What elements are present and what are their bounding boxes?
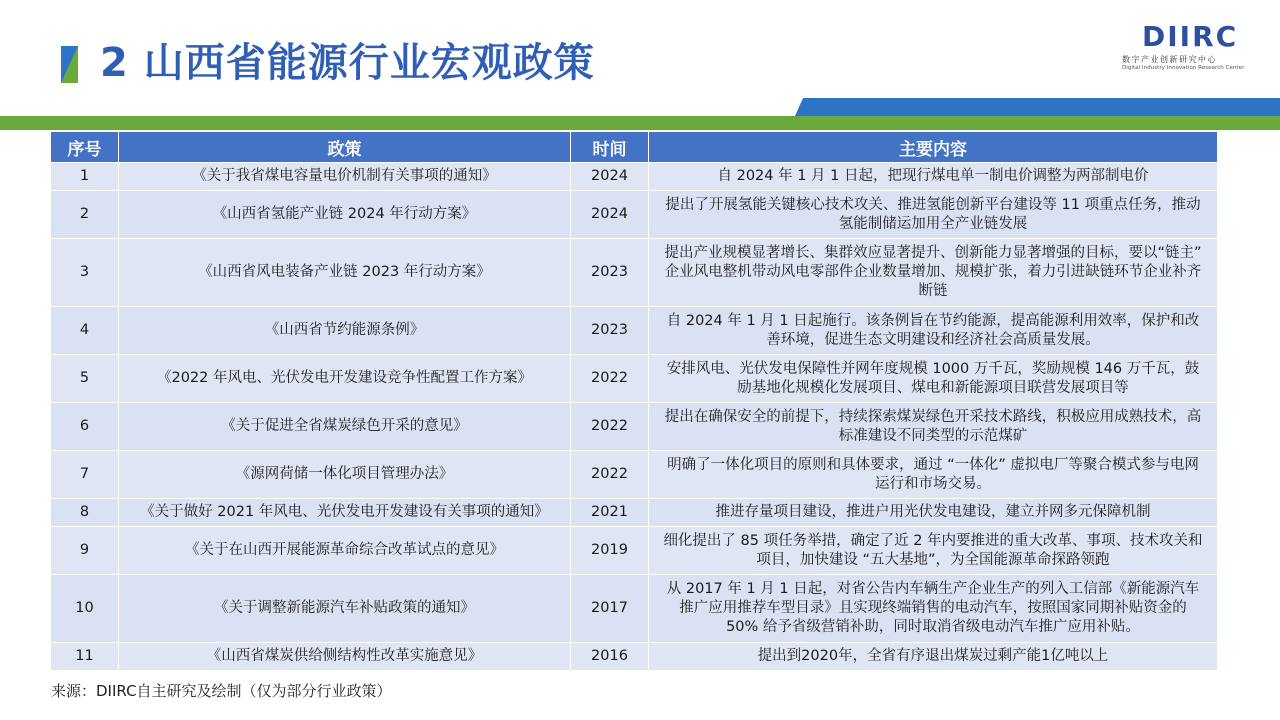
table-row [51, 451, 1218, 499]
policy-content: 提出了开展氢能关键核心技术攻关、推进氢能创新平台建设等 11 项重点任务，推动氢能制储运加用全产业链发展 [649, 191, 1218, 239]
table-row [51, 499, 1218, 527]
row-number: 3 [51, 239, 119, 307]
page-title: 2 山西省能源行业宏观政策 [100, 40, 595, 86]
policy-name: 《山西省煤炭供给侧结构性改革实施意见》 [119, 643, 571, 671]
column-header-content: 主要内容 [649, 132, 1218, 163]
policy-name: 《2022 年风电、光伏发电开发建设竞争性配置工作方案》 [119, 355, 571, 403]
policy-content: 自 2024 年 1 月 1 日起施行。该条例旨在节约能源，提高能源利用效率，保护和改善环境，促进生态文明建设和经济社会高质量发展。 [649, 307, 1218, 355]
row-number: 8 [51, 499, 119, 527]
column-header-policy: 政策 [119, 132, 571, 163]
policy-year: 2021 [571, 499, 649, 527]
diirc-logo [1122, 20, 1248, 76]
row-number: 1 [51, 163, 119, 191]
policy-year: 2016 [571, 643, 649, 671]
source-note: 来源：DIIRC自主研究及绘制（仅为部分行业政策） [51, 682, 392, 700]
policy-year: 2023 [571, 307, 649, 355]
row-number: 6 [51, 403, 119, 451]
policy-content: 推进存量项目建设，推进户用光伏发电建设，建立并网多元保障机制 [649, 499, 1218, 527]
policy-year: 2024 [571, 191, 649, 239]
policy-name: 《关于我省煤电容量电价机制有关事项的通知》 [119, 163, 571, 191]
policy-name: 《关于促进全省煤炭绿色开采的意见》 [119, 403, 571, 451]
policy-name: 《关于在山西开展能源革命综合改革试点的意见》 [119, 527, 571, 575]
column-header-year: 时间 [571, 132, 649, 163]
policy-content: 从 2017 年 1 月 1 日起，对省公告内车辆生产企业生产的列入工信部《新能源汽车推广应用推荐车型目录》且实现终端销售的电动汽车，按照国家同期补贴资金的 50% 给予省级营销补助，同时取消省级电动汽车推广应用补贴。 [649, 575, 1218, 643]
policy-year: 2022 [571, 403, 649, 451]
policy-table [50, 131, 1217, 671]
row-number: 9 [51, 527, 119, 575]
policy-year: 2019 [571, 527, 649, 575]
policy-name: 《山西省节约能源条例》 [119, 307, 571, 355]
policy-name: 《山西省风电装备产业链 2023 年行动方案》 [119, 239, 571, 307]
policy-content: 细化提出了 85 项任务举措，确定了近 2 年内要推进的重大改革、事项、技术攻关和项目，加快建设 “五大基地”，为全国能源革命探路领跑 [649, 527, 1218, 575]
title-accent-icon [61, 46, 78, 83]
policy-content: 提出在确保安全的前提下，持续探索煤炭绿色开采技术路线，积极应用成熟技术，高标准建设不同类型的示范煤矿 [649, 403, 1218, 451]
row-number: 10 [51, 575, 119, 643]
policy-content: 提出产业规模显著增长、集群效应显著提升、创新能力显著增强的目标，要以“链主” 企业风电整机带动风电零部件企业数量增加、规模扩张，着力引进缺链环节企业补齐断链 [649, 239, 1218, 307]
column-header-no: 序号 [51, 132, 119, 163]
logo-en-text: Digital Industry Innovation Research Center [1122, 65, 1245, 71]
table-header-row [51, 132, 1218, 163]
logo-cn-text: 数字产业创新研究中心 [1122, 55, 1217, 64]
policy-year: 2022 [571, 355, 649, 403]
table-row [51, 575, 1218, 643]
table-row [51, 163, 1218, 191]
policy-name: 《关于调整新能源汽车补贴政策的通知》 [119, 575, 571, 643]
table-row [51, 527, 1218, 575]
row-number: 11 [51, 643, 119, 671]
row-number: 4 [51, 307, 119, 355]
row-number: 2 [51, 191, 119, 239]
table-row [51, 239, 1218, 307]
policy-year: 2022 [571, 451, 649, 499]
policy-name: 《山西省氢能产业链 2024 年行动方案》 [119, 191, 571, 239]
table-row [51, 643, 1218, 671]
table-row [51, 191, 1218, 239]
policy-content: 安排风电、光伏发电保障性并网年度规模 1000 万千瓦，奖励规模 146 万千瓦，鼓励基地化规模化发展项目、煤电和新能源项目联营发展项目等 [649, 355, 1218, 403]
row-number: 5 [51, 355, 119, 403]
policy-content: 自 2024 年 1 月 1 日起，把现行煤电单一制电价调整为两部制电价 [649, 163, 1218, 191]
policy-year: 2017 [571, 575, 649, 643]
policy-content: 明确了一体化项目的原则和具体要求，通过 “一体化” 虚拟电厂等聚合模式参与电网运行和市场交易。 [649, 451, 1218, 499]
row-number: 7 [51, 451, 119, 499]
policy-name: 《源网荷储一体化项目管理办法》 [119, 451, 571, 499]
policy-name: 《关于做好 2021 年风电、光伏发电开发建设有关事项的通知》 [119, 499, 571, 527]
table-row [51, 403, 1218, 451]
table-row [51, 307, 1218, 355]
header-divider-bands [0, 98, 1280, 134]
logo-wordmark: DIIRC [1142, 20, 1239, 53]
table-row [51, 355, 1218, 403]
policy-content: 提出到2020年，全省有序退出煤炭过剩产能1亿吨以上 [649, 643, 1218, 671]
policy-year: 2023 [571, 239, 649, 307]
policy-year: 2024 [571, 163, 649, 191]
